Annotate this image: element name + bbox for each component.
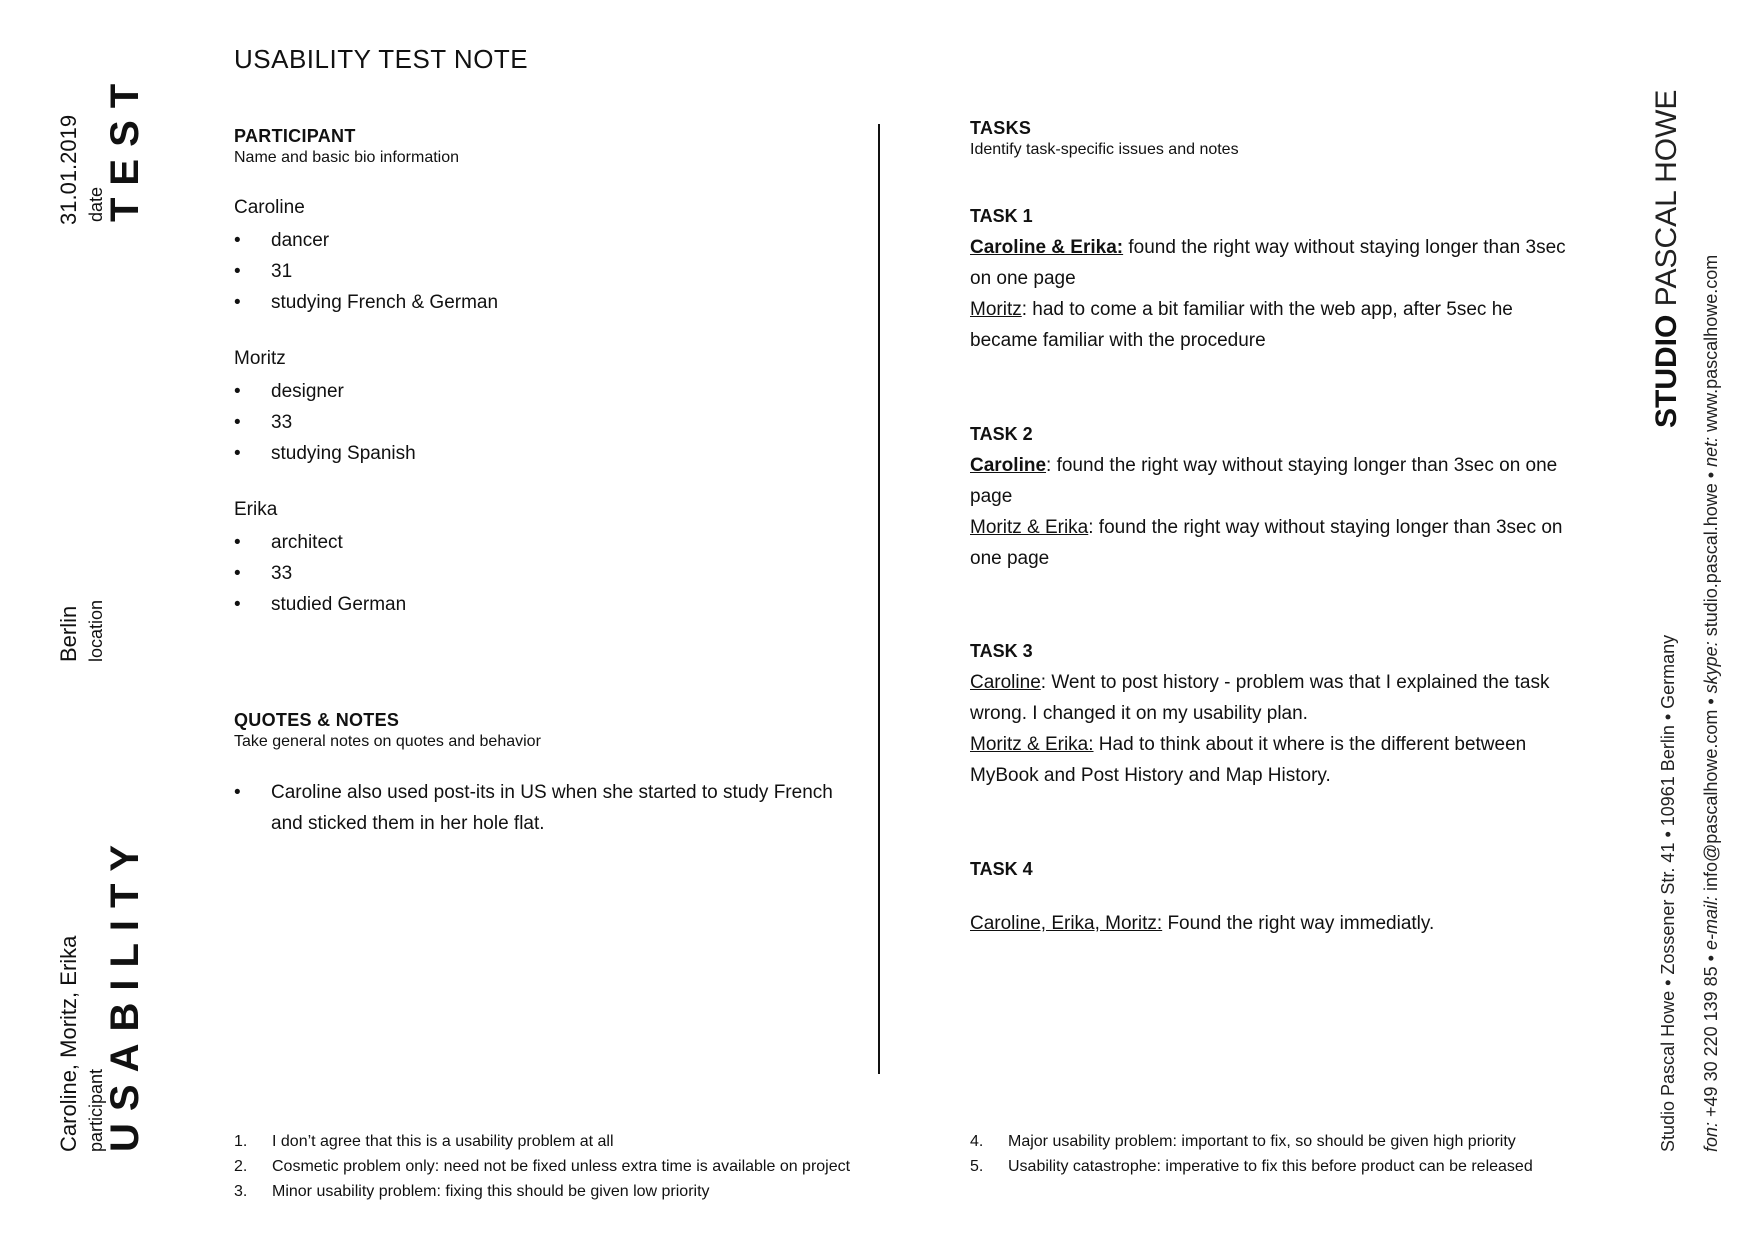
participant-heading: PARTICIPANT xyxy=(234,126,356,146)
participant-subheading: Name and basic bio information xyxy=(234,149,460,166)
participant-fact: • studied German xyxy=(234,589,844,620)
task-note xyxy=(970,232,1570,294)
task-note-who: Caroline xyxy=(970,672,1041,693)
participant-entry xyxy=(234,348,844,469)
task-note-text: : had to come a bit familiar with the web app, after 5sec he became familiar with the procedure xyxy=(970,299,1513,351)
email-label: e-mail: xyxy=(1701,896,1721,951)
task-note-who: Caroline xyxy=(970,455,1047,476)
participant-list xyxy=(234,197,844,620)
task-title: TASK 4 xyxy=(970,859,1033,879)
fon-value: +49 30 220 139 85 • xyxy=(1701,950,1721,1122)
task-title: TASK 1 xyxy=(970,206,1033,226)
severity-text: I don’t agree that this is a usability problem at all xyxy=(272,1133,614,1150)
skype-label: skype: xyxy=(1701,641,1721,694)
task-2 xyxy=(970,421,1570,574)
usability-word: USABILITY xyxy=(103,832,147,1152)
participant-name: Erika xyxy=(234,499,278,520)
participant-fact: • studying Spanish xyxy=(234,438,844,469)
task-note-text: Had to think about it where is the different between MyBook and Post History and Map History. xyxy=(970,734,1527,786)
date-value: 31.01.2019 xyxy=(56,114,81,225)
participant-entry xyxy=(234,499,844,620)
location-label: location xyxy=(86,599,106,662)
quotes-heading: QUOTES & NOTES xyxy=(234,710,400,730)
quotes-section xyxy=(234,710,844,839)
task-note-who: Caroline, Erika, Moritz: xyxy=(970,913,1163,934)
participant-fact: • 33 xyxy=(234,407,844,438)
task-4 xyxy=(970,856,1570,939)
participant-section xyxy=(234,126,844,620)
task-note xyxy=(970,450,1570,512)
task-note-text: : found the right way without staying longer than 3sec on one page xyxy=(970,517,1563,569)
task-note xyxy=(970,908,1570,939)
severity-text: Major usability problem: important to fix, so should be given high priority xyxy=(1008,1133,1516,1150)
participant-fact: • 33 xyxy=(234,558,844,589)
participant-fact: • dancer xyxy=(234,225,844,256)
severity-item xyxy=(970,1154,1533,1179)
severity-item xyxy=(234,1154,850,1179)
task-note-who: Moritz & Erika: xyxy=(970,734,1094,755)
severity-number: 1. xyxy=(234,1133,248,1150)
participant-fact: • architect xyxy=(234,527,844,558)
studio-name-light: PASCAL HOWE xyxy=(1650,89,1683,307)
location-value: Berlin xyxy=(56,605,81,662)
studio-name-bold: STUDIO xyxy=(1650,314,1683,428)
task-1 xyxy=(970,203,1570,356)
task-note-text: Found the right way immediatly. xyxy=(1162,913,1435,934)
task-note xyxy=(970,294,1570,356)
severity-scale-right xyxy=(970,1129,1533,1179)
severity-text: Minor usability problem: fixing this should be given low priority xyxy=(272,1183,710,1200)
task-note xyxy=(970,667,1570,729)
task-note-who: Moritz xyxy=(970,299,1022,320)
skype-value: studio.pascal.howe • xyxy=(1701,466,1721,642)
quote-item: • Caroline also used post-its in US when she started to study French and sticked them in her hole flat. xyxy=(234,777,844,839)
net-label: net: xyxy=(1701,436,1721,467)
severity-item xyxy=(234,1129,850,1154)
tasks-heading: TASKS xyxy=(970,118,1032,138)
severity-item xyxy=(970,1129,1533,1154)
severity-text: Cosmetic problem only: need not be fixed unless extra time is available on project xyxy=(272,1158,851,1175)
participant-name: Moritz xyxy=(234,348,286,369)
participant-name: Caroline xyxy=(234,197,305,218)
severity-number: 3. xyxy=(234,1183,248,1200)
task-note-text: found the right way without staying longer than 3sec on one page xyxy=(970,237,1566,289)
task-note-text: : found the right way without staying longer than 3sec on one page xyxy=(970,455,1558,507)
task-3 xyxy=(970,638,1570,791)
net-value: www.pascalhowe.com xyxy=(1701,254,1721,437)
severity-number: 2. xyxy=(234,1158,248,1175)
task-note xyxy=(970,512,1570,574)
severity-number: 5. xyxy=(970,1158,984,1175)
severity-number: 4. xyxy=(970,1133,984,1150)
date-label: date xyxy=(86,186,106,222)
severity-scale-left xyxy=(234,1129,850,1204)
task-note-text: : Went to post history - problem was that I explained the task wrong. I changed it on my usability plan. xyxy=(970,672,1550,724)
participant-entry xyxy=(234,197,844,318)
tasks-header xyxy=(970,118,1580,159)
participant-fact: • 31 xyxy=(234,256,844,287)
task-title: TASK 3 xyxy=(970,641,1033,661)
test-word: TEST xyxy=(103,71,147,222)
task-note-who: Caroline & Erika: xyxy=(970,237,1124,258)
task-note-who: Moritz & Erika xyxy=(970,517,1089,538)
tasks-subheading: Identify task-specific issues and notes xyxy=(970,141,1239,158)
quotes-subheading: Take general notes on quotes and behavior xyxy=(234,733,541,750)
fon-label: fon: xyxy=(1701,1121,1721,1152)
participant-fact: • studying French & German xyxy=(234,287,844,318)
studio-logo xyxy=(1650,90,1684,428)
task-note xyxy=(970,729,1570,791)
email-value: info@pascalhowe.com • xyxy=(1701,693,1721,896)
studio-contact xyxy=(1701,255,1722,1152)
severity-text: Usability catastrophe: imperative to fix this before product can be released xyxy=(1008,1158,1533,1175)
page-title: USABILITY TEST NOTE xyxy=(234,44,529,74)
column-divider xyxy=(878,124,880,1074)
participant-fact: • designer xyxy=(234,376,844,407)
task-title: TASK 2 xyxy=(970,424,1033,444)
severity-item xyxy=(234,1179,850,1204)
participants-value: Caroline, Moritz, Erika xyxy=(56,935,81,1152)
studio-address: Studio Pascal Howe • Zossener Str. 41 • 10961 Berlin • Germany xyxy=(1658,634,1678,1152)
participants-label: participant xyxy=(86,1068,106,1152)
